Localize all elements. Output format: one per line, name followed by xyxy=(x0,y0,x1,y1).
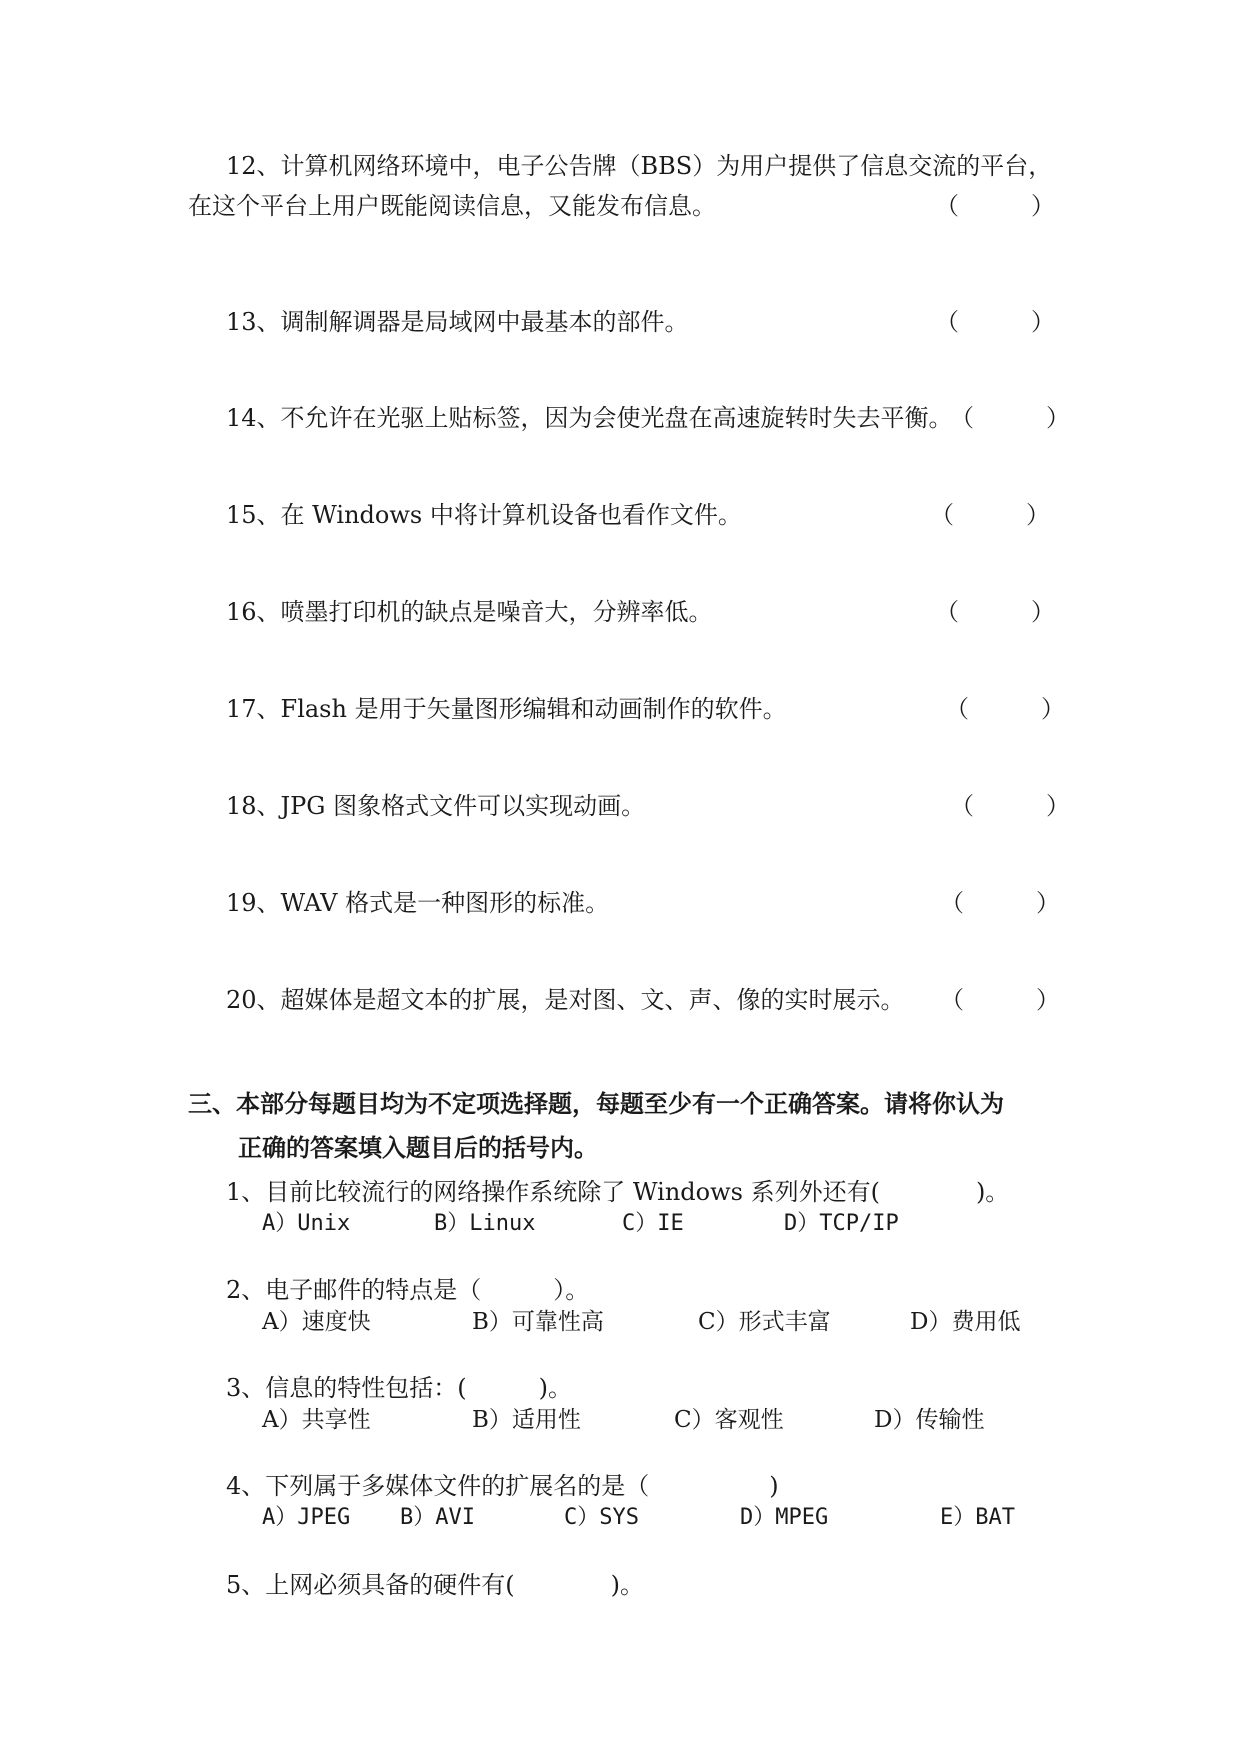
question-text: 20、超媒体是超文本的扩展，是对图、文、声、像的实时展示。 xyxy=(226,986,905,1014)
section-heading-cont: 正确的答案填入题目后的括号内。 xyxy=(238,1133,598,1162)
option-d[interactable]: D）传输性 xyxy=(874,1407,985,1433)
tf-question-17 xyxy=(0,689,1241,729)
option-c[interactable]: C）客观性 xyxy=(674,1407,784,1433)
question-text: 19、WAV 格式是一种图形的标准。 xyxy=(226,889,610,917)
option-c[interactable]: C）形式丰富 xyxy=(698,1309,831,1335)
option-d[interactable]: D）MPEG xyxy=(740,1505,829,1530)
answer-blank[interactable]: （ ） xyxy=(935,308,1055,336)
mc-options-1 xyxy=(262,1206,1162,1240)
option-a[interactable]: A）共享性 xyxy=(262,1407,371,1433)
question-text: 13、调制解调器是局域网中最基本的部件。 xyxy=(226,308,689,336)
tf-question-19 xyxy=(0,883,1241,923)
answer-blank[interactable]: （ ） xyxy=(935,598,1055,626)
answer-blank[interactable]: （ ） xyxy=(945,695,1065,723)
mc-options-4 xyxy=(262,1500,1162,1534)
option-b[interactable]: B）适用性 xyxy=(472,1407,581,1433)
option-e[interactable]: E）BAT xyxy=(940,1505,1015,1530)
mc-options-2 xyxy=(262,1303,1162,1337)
option-d[interactable]: D）费用低 xyxy=(910,1309,1021,1335)
answer-blank[interactable]: （ ） xyxy=(940,889,1060,917)
answer-blank[interactable]: （ ） xyxy=(940,986,1060,1014)
tf-question-12 xyxy=(0,146,1241,226)
tf-question-18 xyxy=(0,786,1241,826)
option-a[interactable]: A）速度快 xyxy=(262,1309,371,1335)
option-b[interactable]: B）AVI xyxy=(400,1505,475,1530)
question-text: 12、计算机网络环境中，电子公告牌（BBS）为用户提供了信息交流的平台， xyxy=(226,152,1053,180)
option-b[interactable]: B）可靠性高 xyxy=(472,1309,604,1335)
option-c[interactable]: C）IE xyxy=(622,1211,684,1236)
answer-blank[interactable]: （ ） xyxy=(950,404,1070,432)
question-text: 17、Flash 是用于矢量图形编辑和动画制作的软件。 xyxy=(226,695,787,723)
question-text: 18、JPG 图象格式文件可以实现动画。 xyxy=(226,792,646,820)
mc-question-3: 3、信息的特性包括：( )。 xyxy=(226,1374,572,1402)
question-text: 15、在 Windows 中将计算机设备也看作文件。 xyxy=(226,501,742,529)
tf-question-16 xyxy=(0,592,1241,632)
option-a[interactable]: A）JPEG xyxy=(262,1505,351,1530)
tf-question-14 xyxy=(0,398,1241,438)
option-a[interactable]: A）Unix xyxy=(262,1211,351,1236)
question-text: 14、不允许在光驱上贴标签，因为会使光盘在高速旋转时失去平衡。 xyxy=(226,404,953,432)
question-text-cont: 在这个平台上用户既能阅读信息，又能发布信息。 xyxy=(188,192,716,220)
answer-blank[interactable]: （ ） xyxy=(935,192,1055,220)
mc-question-4: 4、下列属于多媒体文件的扩展名的是（ ) xyxy=(226,1472,779,1500)
tf-question-20 xyxy=(0,980,1241,1020)
mc-question-1: 1、目前比较流行的网络操作系统除了 Windows 系列外还有( )。 xyxy=(226,1178,1010,1206)
option-d[interactable]: D）TCP/IP xyxy=(784,1211,899,1236)
mc-question-2: 2、电子邮件的特点是（ ）。 xyxy=(226,1276,590,1304)
tf-question-15 xyxy=(0,495,1241,535)
answer-blank[interactable]: （ ） xyxy=(950,792,1070,820)
option-c[interactable]: C）SYS xyxy=(564,1505,639,1530)
mc-question-5: 5、上网必须具备的硬件有( )。 xyxy=(226,1571,644,1599)
section-heading: 三、本部分每题目均为不定项选择题，每题至少有一个正确答案。请将你认为 xyxy=(188,1089,1004,1118)
tf-question-13 xyxy=(0,302,1241,342)
question-text: 16、喷墨打印机的缺点是噪音大，分辨率低。 xyxy=(226,598,713,626)
mc-options-3 xyxy=(262,1401,1162,1435)
answer-blank[interactable]: （ ） xyxy=(930,501,1050,529)
option-b[interactable]: B）Linux xyxy=(434,1211,536,1236)
